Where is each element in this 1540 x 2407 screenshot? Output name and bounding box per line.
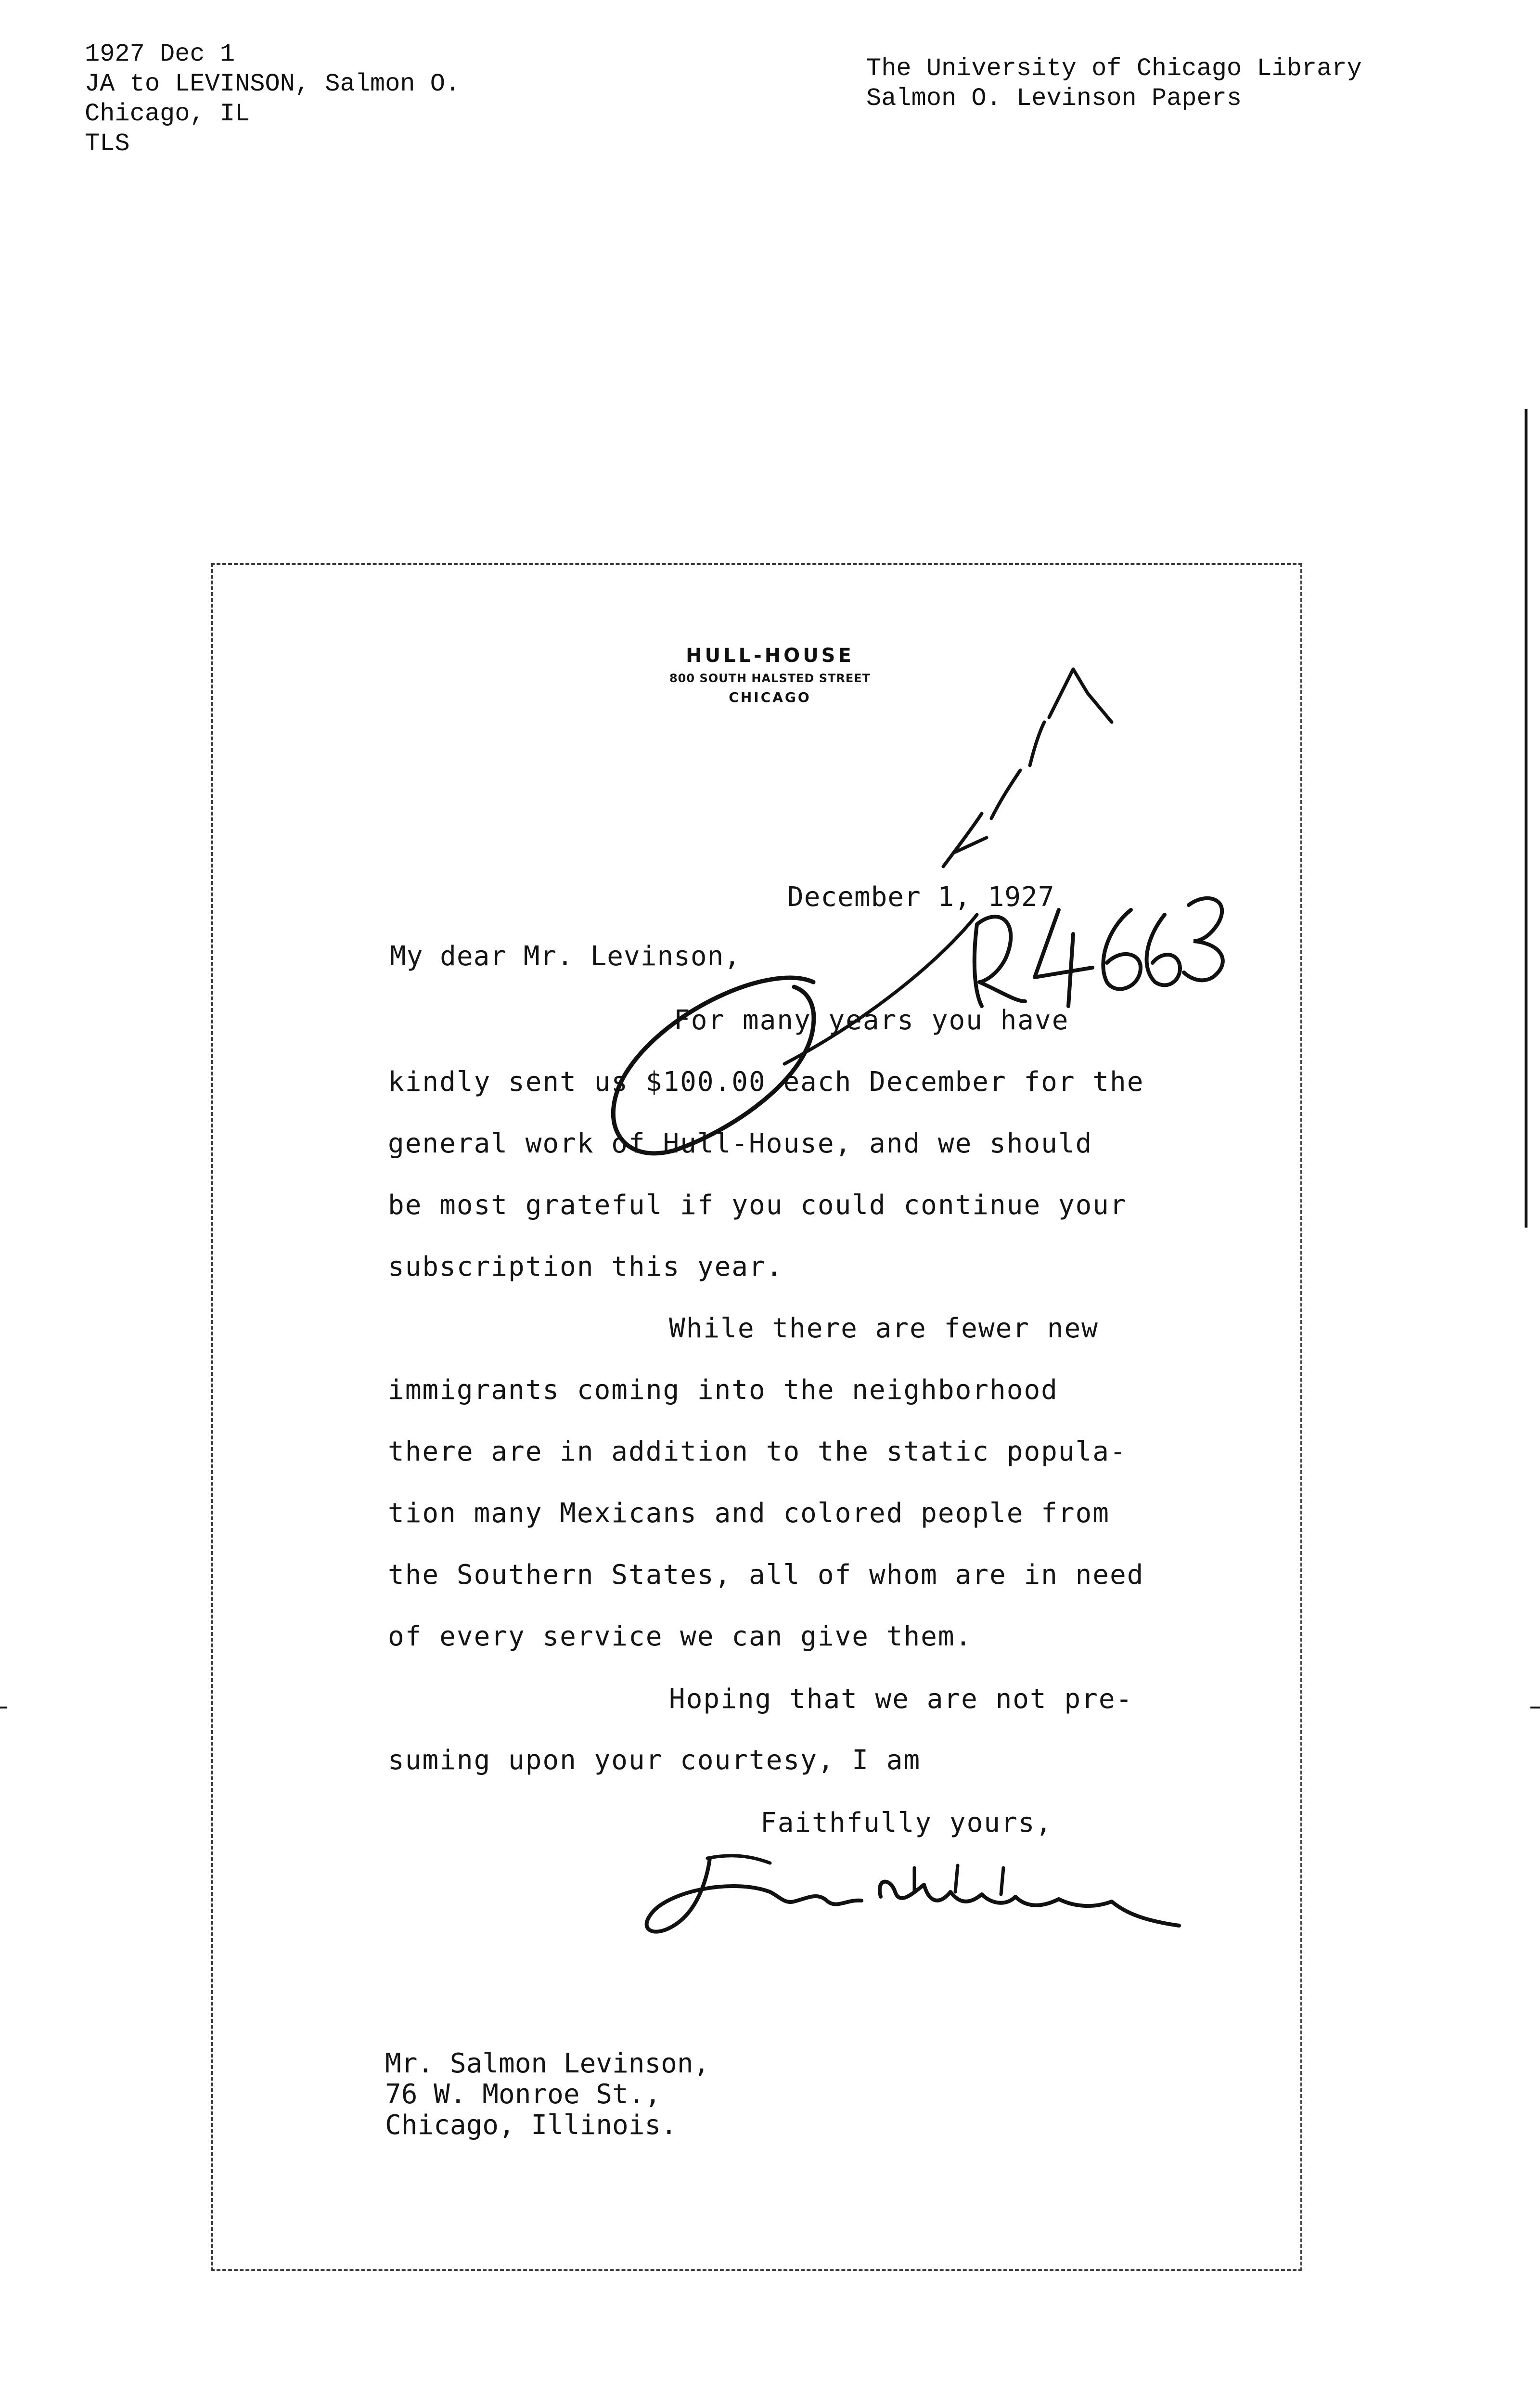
salutation: My dear Mr. Levinson, bbox=[390, 941, 741, 972]
catalog-type: TLS bbox=[85, 129, 130, 158]
letterhead-address: 800 SOUTH HALSTED STREET bbox=[669, 672, 871, 685]
catalog-place: Chicago, IL bbox=[85, 100, 250, 128]
right-edge-shadow bbox=[1525, 409, 1527, 1228]
letter-date: December 1, 1927 bbox=[787, 881, 1055, 913]
letter-sheet-border bbox=[211, 563, 1302, 2271]
recipient-name: Mr. Salmon Levinson, bbox=[385, 2048, 710, 2079]
letterhead-name: HULL-HOUSE bbox=[686, 645, 854, 667]
catalog-date: 1927 Dec 1 bbox=[85, 40, 235, 68]
body-line: be most grateful if you could continue your bbox=[388, 1190, 1127, 1221]
closing: Faithfully yours, bbox=[760, 1807, 1053, 1838]
left-margin-tick bbox=[0, 1707, 7, 1708]
catalog-correspondents: JA to LEVINSON, Salmon O. bbox=[85, 70, 461, 98]
right-margin-tick bbox=[1530, 1707, 1540, 1708]
body-line: Hoping that we are not pre- bbox=[669, 1683, 1133, 1715]
letterhead-city: CHICAGO bbox=[729, 689, 811, 705]
body-line: the Southern States, all of whom are in need bbox=[388, 1559, 1144, 1591]
catalog-header bbox=[85, 39, 460, 159]
body-line: subscription this year. bbox=[388, 1251, 783, 1282]
body-line: kindly sent us $100.00 each December for the bbox=[388, 1066, 1144, 1098]
body-line: suming upon your courtesy, I am bbox=[388, 1745, 921, 1776]
body-line: While there are fewer new bbox=[669, 1313, 1099, 1344]
body-line: tion many Mexicans and colored people from bbox=[388, 1498, 1110, 1529]
collection-name: Salmon O. Levinson Papers bbox=[866, 84, 1242, 113]
letterhead bbox=[626, 643, 914, 707]
recipient-street: 76 W. Monroe St., bbox=[385, 2079, 661, 2110]
recipient-address bbox=[385, 2048, 709, 2141]
library-header bbox=[866, 54, 1362, 114]
library-name: The University of Chicago Library bbox=[866, 54, 1362, 83]
body-line: immigrants coming into the neighborhood bbox=[388, 1374, 1058, 1406]
body-line: there are in addition to the static popula- bbox=[388, 1436, 1127, 1467]
body-line: of every service we can give them. bbox=[388, 1621, 973, 1652]
recipient-city: Chicago, Illinois. bbox=[385, 2109, 677, 2141]
body-line: general work of Hull-House, and we should bbox=[388, 1128, 1093, 1159]
body-line: For many years you have bbox=[674, 1005, 1069, 1036]
